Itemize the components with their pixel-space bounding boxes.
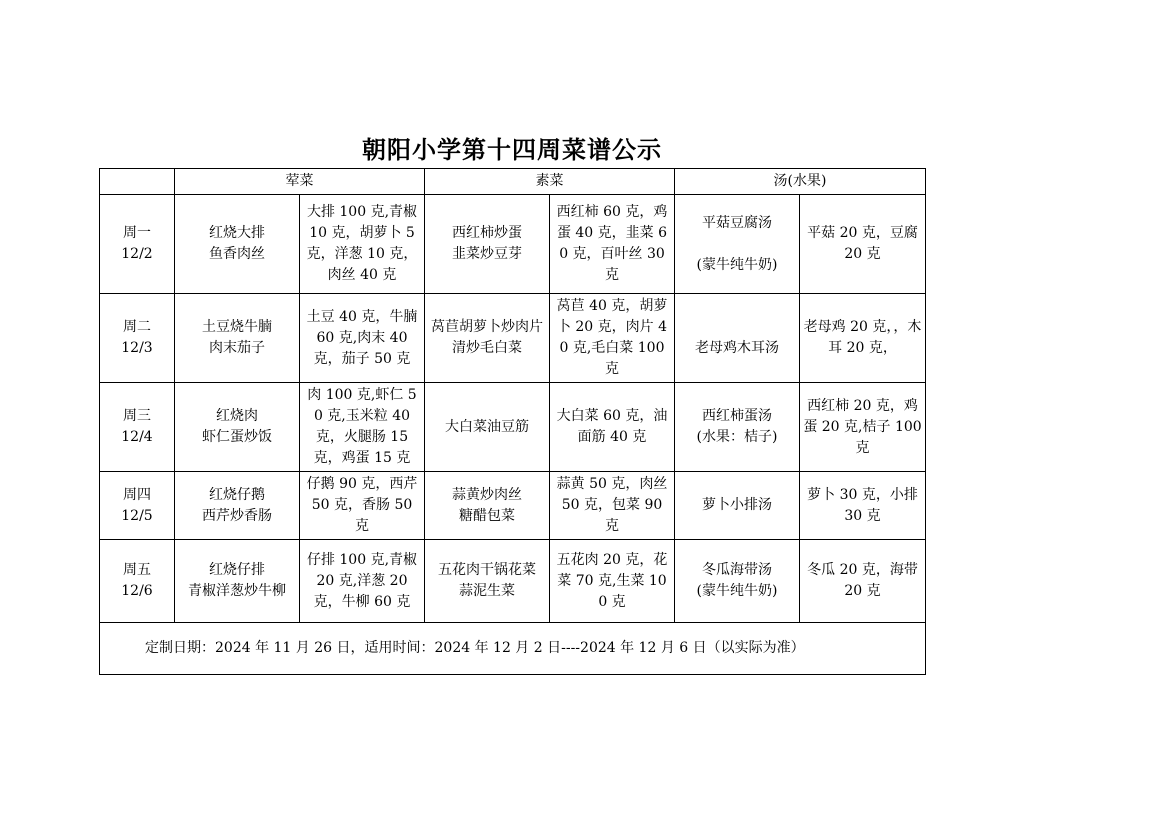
- table-row: [100, 540, 926, 623]
- footer-note: 定制日期：2024 年 11 月 26 日，适用时间：2024 年 12 月 2 日----2024 年 12 月 6 日（以实际为准）: [100, 623, 926, 675]
- soup-cell: [675, 195, 800, 294]
- day-label: 周四: [123, 486, 151, 503]
- veg-dish: 韭菜炒豆芽: [452, 246, 522, 262]
- date-label: 12/5: [121, 507, 153, 524]
- header-meat: 荤菜: [175, 169, 425, 195]
- soup-cell: [675, 472, 800, 540]
- veg-dish: 西红柿炒蛋: [452, 225, 522, 241]
- veg-dishes-cell: [425, 195, 550, 294]
- meat-dishes-cell: [175, 294, 300, 383]
- date-label: 12/4: [121, 429, 153, 445]
- meat-dishes-cell: [175, 383, 300, 472]
- day-cell: [100, 540, 175, 623]
- veg-dish: 蒜黄炒肉丝: [452, 486, 522, 503]
- soup-line: [678, 317, 796, 338]
- meat-ingredients-cell: 土豆 40 克，牛腩 60 克,肉末 40 克，茄子 50 克: [300, 294, 425, 383]
- day-cell: [100, 294, 175, 383]
- veg-dishes-cell: [425, 472, 550, 540]
- soup-ingredients-cell: 冬瓜 20 克，海带 20 克: [800, 540, 926, 623]
- soup-ingredients-cell: 萝卜 30 克，小排 30 克: [800, 472, 926, 540]
- header-soup: 汤(水果): [675, 169, 926, 195]
- date-label: 12/6: [121, 583, 153, 599]
- header-blank: [100, 169, 175, 195]
- meat-dish: 红烧肉: [216, 408, 258, 424]
- soup-cell: [675, 383, 800, 472]
- date-label: 12/3: [121, 340, 153, 356]
- meat-ingredients-cell: 肉 100 克,虾仁 50 克,玉米粒 40 克，火腿肠 15 克，鸡蛋 15 克: [300, 383, 425, 472]
- meat-dish: 红烧仔排: [209, 562, 265, 578]
- table-row: [100, 294, 926, 383]
- meat-dish: 肉末茄子: [209, 340, 265, 356]
- meat-dish: 红烧仔鹅: [209, 486, 265, 503]
- table-row: [100, 383, 926, 472]
- soup-line: 西红柿蛋汤: [702, 408, 772, 424]
- veg-ingredients-cell: 西红柿 60 克，鸡蛋 40 克，韭菜 60 克，百叶丝 30 克: [550, 195, 675, 294]
- soup-line: 萝卜小排汤: [702, 497, 772, 513]
- day-cell: [100, 195, 175, 294]
- day-label: 周二: [123, 319, 151, 335]
- veg-dish: 清炒毛白菜: [452, 340, 522, 356]
- meat-dish: 青椒洋葱炒牛柳: [188, 583, 286, 599]
- meat-dishes-cell: [175, 540, 300, 623]
- footer-row: [100, 623, 926, 675]
- meat-dish: 土豆烧牛腩: [202, 319, 272, 335]
- meat-dish: 鱼香肉丝: [209, 246, 265, 262]
- header-veg: 素菜: [425, 169, 675, 195]
- veg-ingredients-cell: 蒜黄 50 克，肉丝 50 克，包菜 90 克: [550, 472, 675, 540]
- soup-line: (蒙牛纯牛奶): [696, 583, 778, 599]
- soup-line: 冬瓜海带汤: [702, 562, 772, 578]
- meat-ingredients-cell: 仔排 100 克,青椒 20 克,洋葱 20 克，牛柳 60 克: [300, 540, 425, 623]
- day-label: 周一: [123, 225, 151, 241]
- soup-cell: [675, 294, 800, 383]
- veg-dishes-cell: [425, 540, 550, 623]
- meat-dishes-cell: [175, 472, 300, 540]
- meat-ingredients-cell: 大排 100 克,青椒 10 克，胡萝卜 5 克，洋葱 10 克，肉丝 40 克: [300, 195, 425, 294]
- veg-ingredients-cell: 莴苣 40 克，胡萝卜 20 克，肉片 40 克,毛白菜 100 克: [550, 294, 675, 383]
- soup-line: (蒙牛纯牛奶): [696, 256, 778, 273]
- day-cell: [100, 383, 175, 472]
- soup-line: 平菇豆腐汤: [702, 214, 772, 231]
- meat-ingredients-cell: 仔鹅 90 克，西芹 50 克，香肠 50 克: [300, 472, 425, 540]
- day-cell: [100, 472, 175, 540]
- veg-dishes-cell: [425, 294, 550, 383]
- header-row: [100, 169, 926, 195]
- veg-dish: 大白菜油豆筋: [445, 418, 529, 435]
- day-label: 周五: [123, 562, 151, 578]
- soup-line: 老母鸡木耳汤: [695, 340, 779, 356]
- soup-line: [678, 234, 796, 255]
- veg-dishes-cell: [425, 383, 550, 472]
- veg-dish: 蒜泥生菜: [459, 583, 515, 599]
- veg-dish: 五花肉干锅花菜: [438, 562, 536, 578]
- table-row: [100, 472, 926, 540]
- soup-line: (水果：桔子): [696, 429, 778, 445]
- meat-dishes-cell: [175, 195, 300, 294]
- day-label: 周三: [123, 408, 151, 424]
- page-title: 朝阳小学第十四周菜谱公示: [362, 136, 662, 164]
- veg-dish: 莴苣胡萝卜炒肉片: [431, 319, 543, 335]
- menu-table: [99, 168, 926, 675]
- veg-dish: 糖醋包菜: [459, 507, 515, 524]
- date-label: 12/2: [121, 246, 153, 262]
- veg-ingredients-cell: 五花肉 20 克，花菜 70 克,生菜 100 克: [550, 540, 675, 623]
- soup-ingredients-cell: 平菇 20 克，豆腐 20 克: [800, 195, 926, 294]
- soup-ingredients-cell: 西红柿 20 克，鸡蛋 20 克,桔子 100 克: [800, 383, 926, 472]
- veg-ingredients-cell: 大白菜 60 克，油面筋 40 克: [550, 383, 675, 472]
- meat-dish: 西芹炒香肠: [202, 507, 272, 524]
- meat-dish: 红烧大排: [209, 225, 265, 241]
- soup-ingredients-cell: 老母鸡 20 克，，木耳 20 克，: [800, 294, 926, 383]
- meat-dish: 虾仁蛋炒饭: [202, 429, 272, 445]
- soup-cell: [675, 540, 800, 623]
- table-row: [100, 195, 926, 294]
